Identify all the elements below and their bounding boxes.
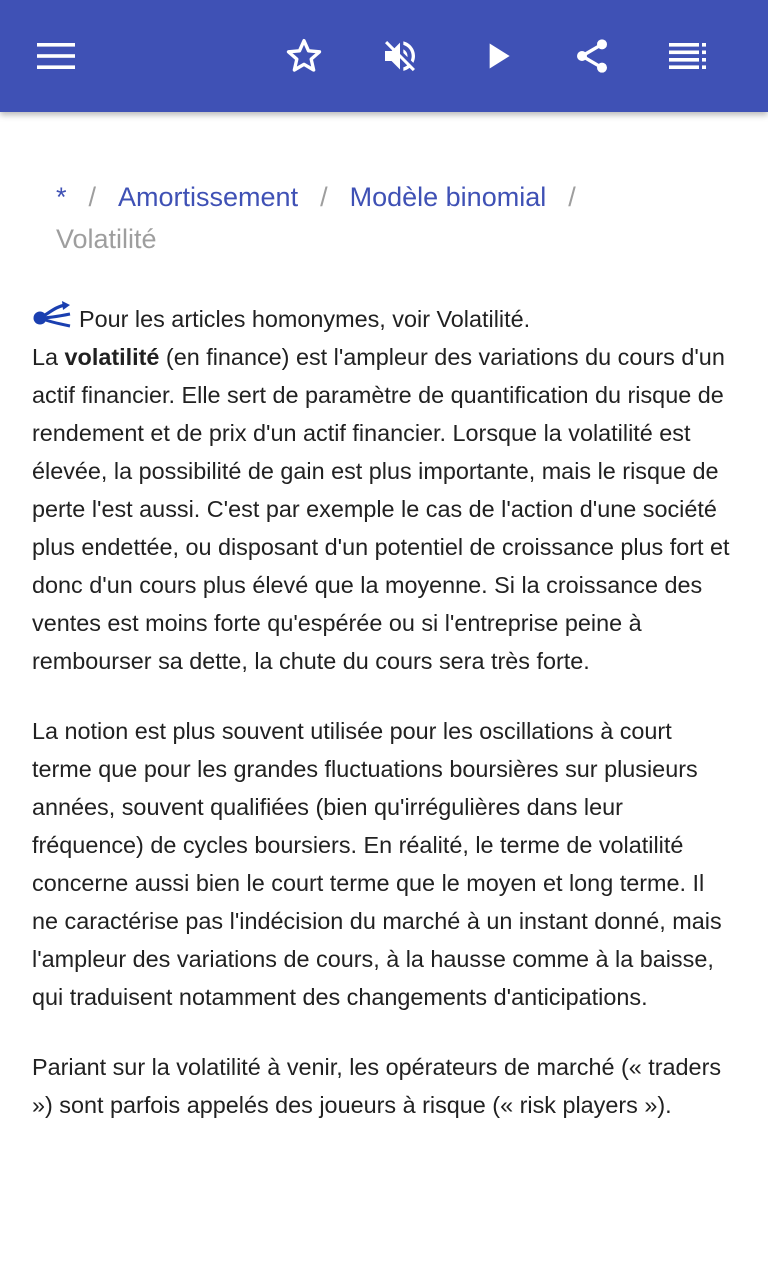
article-body: [32, 300, 736, 1124]
breadcrumb-separator: /: [320, 182, 328, 212]
breadcrumb-current: Volatilité: [56, 224, 157, 254]
hatnote-text: Pour les articles homonymes, voir Volatilité.: [79, 306, 531, 332]
article-paragraph-3: Pariant sur la volatilité à venir, les opérateurs de marché (« traders ») sont parfois appelés des joueurs à risque (« risk players »).: [32, 1054, 722, 1118]
breadcrumb-link-amortissement[interactable]: Amortissement: [118, 182, 299, 212]
menu-icon: [37, 42, 75, 70]
share-icon: [572, 36, 612, 76]
app-toolbar: [0, 0, 768, 112]
share-button[interactable]: [564, 28, 620, 84]
breadcrumb-home-link[interactable]: *: [56, 182, 67, 212]
play-button[interactable]: [470, 28, 526, 84]
bookmark-button[interactable]: [276, 28, 332, 84]
paragraph-text: (en finance) est l'ampleur des variations du cours d'un actif financier. Elle sert de paramètre de quantification du risque de rendement et de prix d'un actif financier. Lorsque la volatilité est élevée, la possibilité de gain est plus importante, mais le risque de perte l'est aussi. C'est par exemple le cas de l'action d'une société plus endettée, ou disposant d'un potentiel de croissance plus fort et donc d'un cours plus élevé que la moyenne. Si la croissance des ventes est moins forte qu'espérée ou si l'entreprise peine à rembourser sa dette, la chute du cours sera très forte.: [32, 344, 730, 674]
term-bold: volatilité: [64, 344, 160, 370]
menu-button[interactable]: [28, 28, 84, 84]
star-icon: [284, 36, 324, 76]
contents-button[interactable]: [660, 28, 716, 84]
play-icon: [478, 36, 518, 76]
article-paragraph-1: [32, 338, 736, 680]
breadcrumb-link-modele-binomial[interactable]: Modèle binomial: [349, 182, 547, 212]
volume-off-icon: [380, 36, 420, 76]
disambiguation-icon: [32, 300, 74, 338]
article-paragraph-2: La notion est plus souvent utilisée pour les oscillations à court terme que pour les grandes fluctuations boursières sur plusieurs années, souvent qualifiées (bien qu'irrégulières dans leur fréquence) de cycles boursiers. En réalité, le terme de volatilité concerne aussi bien le court terme que le moyen et long terme. Il ne caractérise pas l'indécision du marché à un instant donné, mais l'ampleur des variations de cours, à la hausse comme à la baisse, qui traduisent notamment des changements d'anticipations.: [32, 718, 722, 1010]
breadcrumb-separator: /: [88, 182, 97, 212]
paragraph-text: La: [32, 344, 65, 370]
breadcrumb: [56, 176, 736, 260]
playlist-icon: [669, 42, 707, 70]
breadcrumb-separator: /: [568, 182, 576, 212]
mute-button[interactable]: [372, 28, 428, 84]
hatnote: [32, 300, 736, 338]
